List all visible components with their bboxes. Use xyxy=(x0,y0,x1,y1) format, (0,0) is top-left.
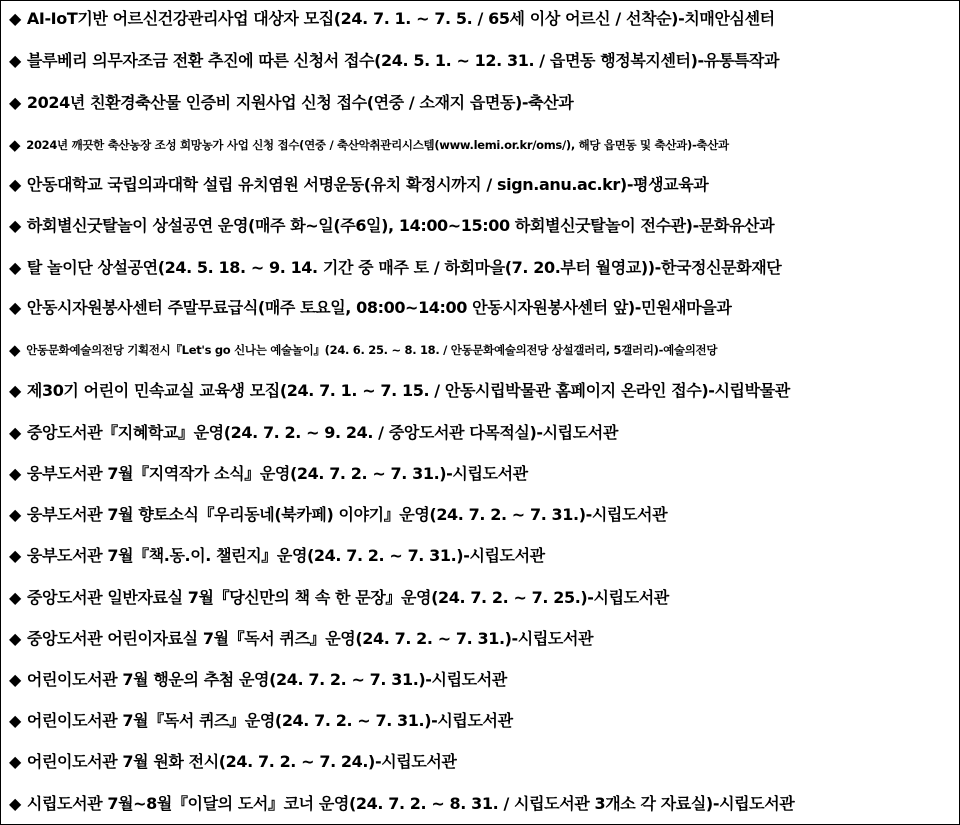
notice-text: 중앙도서관『지혜학교』운영(24. 7. 2. ~ 9. 24. / 중앙도서관 다목적실)-시립도서관 xyxy=(26,423,618,442)
diamond-bullet-icon: ◆ xyxy=(9,670,21,689)
notice-text: 2024년 깨끗한 축산농장 조성 희망농가 사업 신청 접수(연중 / 축산악취관리시스템(www.lemi.or.kr/oms/), 해당 읍면동 및 축산과)-축산과 xyxy=(26,138,729,152)
notice-item xyxy=(9,505,667,525)
diamond-bullet-icon: ◆ xyxy=(9,175,21,194)
notice-text: 어린이도서관 7월 원화 전시(24. 7. 2. ~ 7. 24.)-시립도서관 xyxy=(26,752,457,771)
notice-text: 안동시자원봉사센터 주말무료급식(매주 토요일, 08:00~14:00 안동시자원봉사센터 앞)-민원새마을과 xyxy=(26,298,732,317)
diamond-bullet-icon: ◆ xyxy=(9,588,21,607)
notice-item xyxy=(9,9,775,29)
diamond-bullet-icon: ◆ xyxy=(9,711,21,730)
notice-item xyxy=(9,670,507,690)
diamond-bullet-icon: ◆ xyxy=(9,629,21,648)
diamond-bullet-icon: ◆ xyxy=(9,464,21,483)
diamond-bullet-icon: ◆ xyxy=(9,258,21,277)
notice-text: 웅부도서관 7월『책.동.이. 챌린지』운영(24. 7. 2. ~ 7. 31.)-시립도서관 xyxy=(26,546,545,565)
notice-item xyxy=(9,464,528,484)
diamond-bullet-icon: ◆ xyxy=(9,794,21,813)
notice-text: 2024년 친환경축산물 인증비 지원사업 신청 접수(연중 / 소재지 읍면동)-축산과 xyxy=(26,93,574,112)
notice-item xyxy=(9,752,457,772)
notice-text: 시립도서관 7월~8월『이달의 도서』코너 운영(24. 7. 2. ~ 8. 31. / 시립도서관 3개소 각 자료실)-시립도서관 xyxy=(26,794,795,813)
notice-text: 제30기 어린이 민속교실 교육생 모집(24. 7. 1. ~ 7. 15. / 안동시립박물관 홈페이지 온라인 접수)-시립박물관 xyxy=(26,381,790,400)
diamond-bullet-icon: ◆ xyxy=(9,9,21,28)
notice-text: 블루베리 의무자조금 전환 추진에 따른 신청서 접수(24. 5. 1. ~ 12. 31. / 읍면동 행정복지센터)-유통특작과 xyxy=(26,51,780,70)
diamond-bullet-icon: ◆ xyxy=(9,546,21,565)
notice-item xyxy=(9,298,731,318)
diamond-bullet-icon: ◆ xyxy=(9,423,21,442)
diamond-bullet-icon: ◆ xyxy=(9,298,21,317)
notice-item xyxy=(9,711,513,731)
notice-item xyxy=(9,93,573,113)
notice-item xyxy=(9,216,774,236)
diamond-bullet-icon: ◆ xyxy=(9,341,21,359)
notice-item xyxy=(9,794,794,814)
notice-text: 어린이도서관 7월 행운의 추첨 운영(24. 7. 2. ~ 7. 31.)-시립도서관 xyxy=(26,670,507,689)
notice-text: 중앙도서관 일반자료실 7월『당신만의 책 속 한 문장』운영(24. 7. 2. ~ 7. 25.)-시립도서관 xyxy=(26,588,669,607)
notice-text: 어린이도서관 7월『독서 퀴즈』운영(24. 7. 2. ~ 7. 31.)-시립도서관 xyxy=(26,711,513,730)
notice-item xyxy=(9,135,729,155)
diamond-bullet-icon: ◆ xyxy=(9,93,21,112)
notice-item xyxy=(9,340,717,360)
notice-text: 하회별신굿탈놀이 상설공연 운영(매주 화~일(주6일), 14:00~15:00 하회별신굿탈놀이 전수관)-문화유산과 xyxy=(26,216,775,235)
notice-item xyxy=(9,258,781,278)
diamond-bullet-icon: ◆ xyxy=(9,381,21,400)
notice-item xyxy=(9,423,618,443)
notice-item xyxy=(9,588,669,608)
diamond-bullet-icon: ◆ xyxy=(9,216,21,235)
notice-item xyxy=(9,629,593,649)
notice-item xyxy=(9,51,779,71)
notice-item xyxy=(9,381,790,401)
notice-text: 웅부도서관 7월 향토소식『우리동네(북카페) 이야기』운영(24. 7. 2. ~ 7. 31.)-시립도서관 xyxy=(26,505,668,524)
notice-item xyxy=(9,175,708,195)
notice-text: AI-IoT기반 어르신건강관리사업 대상자 모집(24. 7. 1. ~ 7. 5. / 65세 이상 어르신 / 선착순)-치매안심센터 xyxy=(26,9,775,28)
notice-text: 안동대학교 국립의과대학 설립 유치염원 서명운동(유치 확정시까지 / sign.anu.ac.kr)-평생교육과 xyxy=(26,175,709,194)
notice-text: 탈 놀이단 상설공연(24. 5. 18. ~ 9. 14. 기간 중 매주 토 / 하회마을(7. 20.부터 월영교))-한국정신문화재단 xyxy=(26,258,782,277)
diamond-bullet-icon: ◆ xyxy=(9,136,21,154)
diamond-bullet-icon: ◆ xyxy=(9,752,21,771)
notice-text: 중앙도서관 어린이자료실 7월『독서 퀴즈』운영(24. 7. 2. ~ 7. 31.)-시립도서관 xyxy=(26,629,594,648)
diamond-bullet-icon: ◆ xyxy=(9,505,21,524)
notice-text: 웅부도서관 7월『지역작가 소식』운영(24. 7. 2. ~ 7. 31.)-시립도서관 xyxy=(26,464,528,483)
notice-item xyxy=(9,546,545,566)
diamond-bullet-icon: ◆ xyxy=(9,51,21,70)
notice-text: 안동문화예술의전당 기획전시『Let's go 신나는 예술놀이』(24. 6. 25. ~ 8. 18. / 안동문화예술의전당 상설갤러리, 5갤러리)-예술의전당 xyxy=(26,343,718,357)
